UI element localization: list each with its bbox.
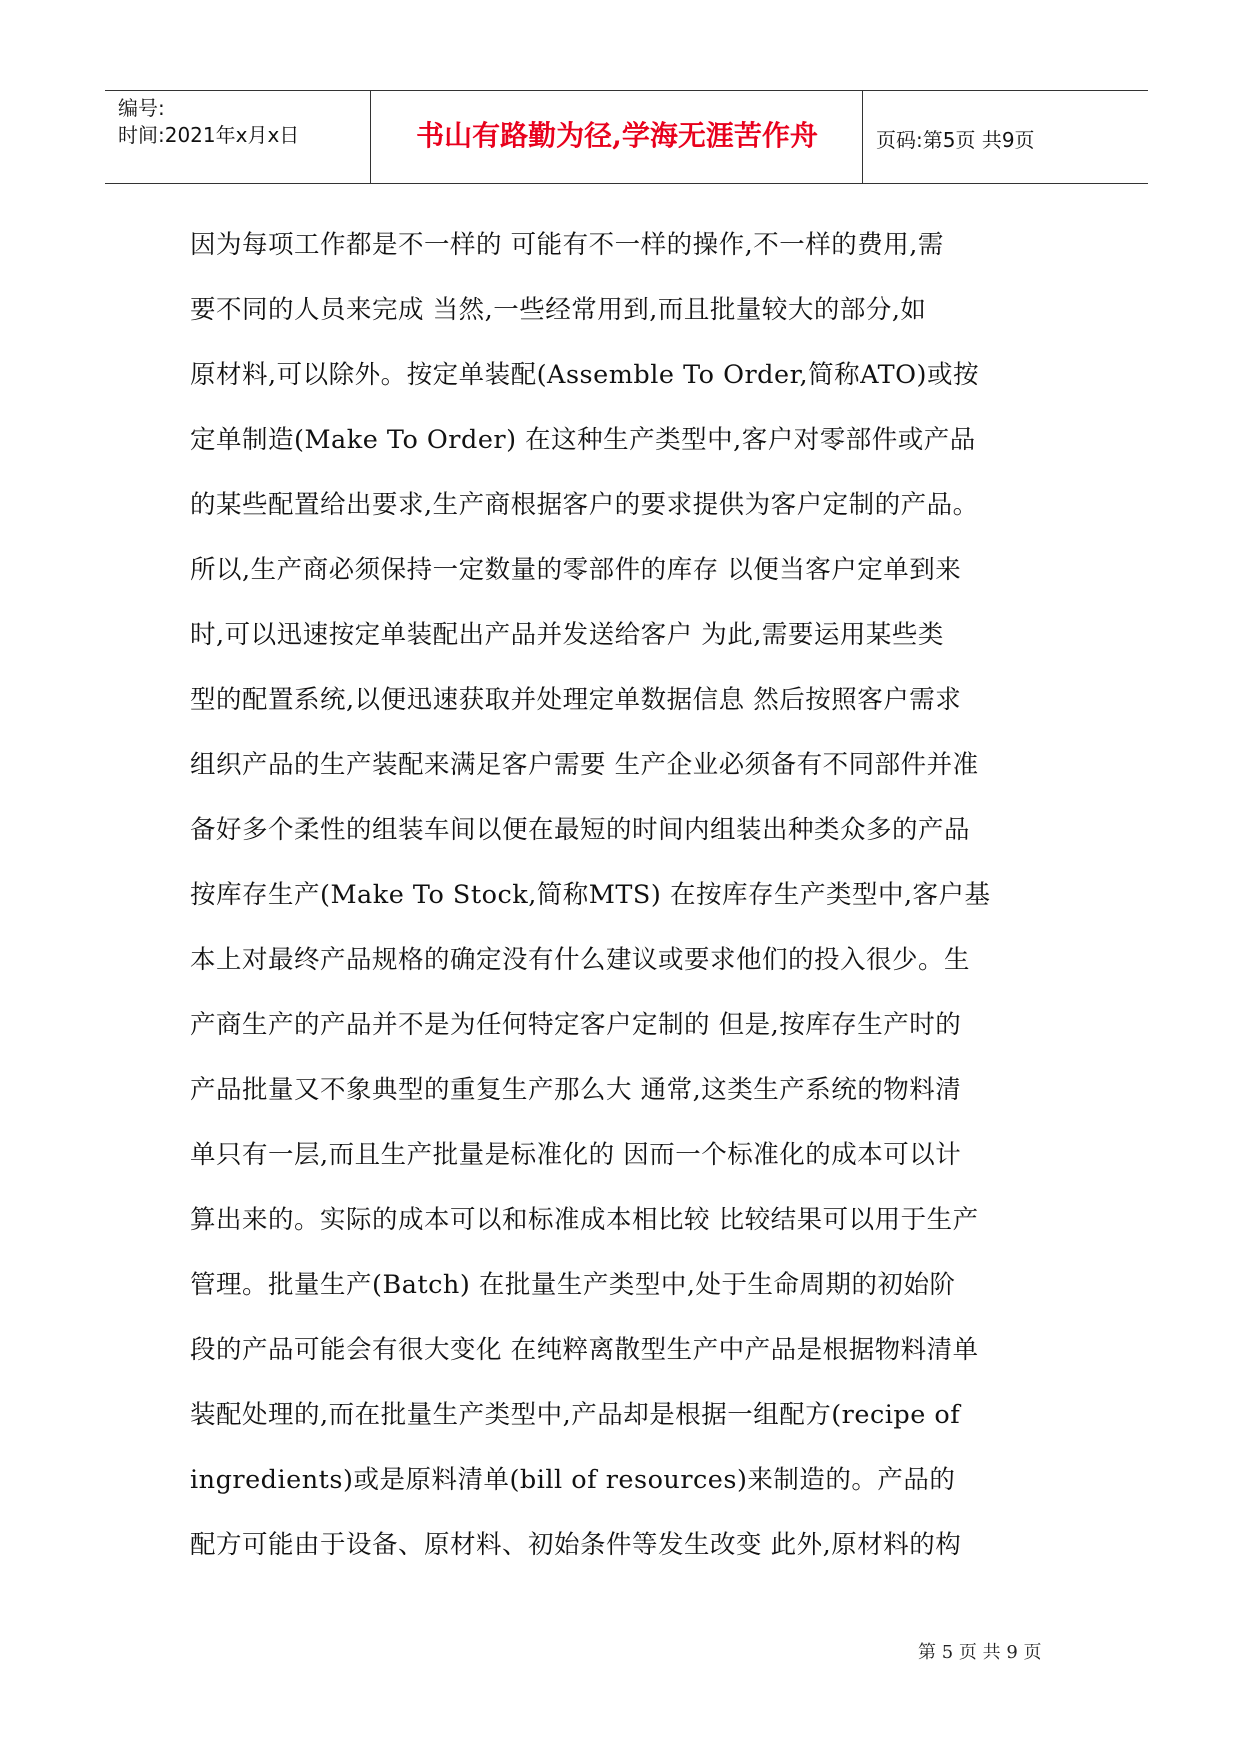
body-line: 配方可能由于设备、原材料、初始条件等发生改变 此外,原材料的构	[190, 1530, 962, 1560]
body-line: 定单制造(Make To Order) 在这种生产类型中,客户对零部件或产品	[190, 425, 976, 455]
body-line: 时,可以迅速按定单装配出产品并发送给客户 为此,需要运用某些类	[190, 620, 944, 650]
body-line: 因为每项工作都是不一样的 可能有不一样的操作,不一样的费用,需	[190, 230, 944, 260]
body-line: 所以,生产商必须保持一定数量的零部件的库存 以便当客户定单到来	[190, 555, 962, 585]
body-line: 的某些配置给出要求,生产商根据客户的要求提供为客户定制的产品。	[190, 490, 979, 520]
document-time-label: 时间:2021年x月x日	[118, 123, 300, 147]
body-line: 装配处理的,而在批量生产类型中,产品却是根据一组配方(recipe of	[190, 1400, 961, 1430]
body-line: 产品批量又不象典型的重复生产那么大 通常,这类生产系统的物料清	[190, 1075, 962, 1105]
body-line: ingredients)或是原料清单(bill of resources)来制造的。产品的	[190, 1465, 956, 1495]
header-motto: 书山有路勤为径,学海无涯苦作舟	[416, 119, 818, 152]
body-line: 备好多个柔性的组装车间以便在最短的时间内组装出种类众多的产品	[190, 815, 971, 845]
header-top-rule	[105, 90, 1148, 91]
body-text	[190, 225, 1090, 1590]
body-line: 单只有一层,而且生产批量是标准化的 因而一个标准化的成本可以计	[190, 1140, 962, 1170]
footer-page-number: 第 5 页 共 9 页	[918, 1642, 1042, 1663]
header-divider-right	[862, 90, 863, 183]
body-line: 本上对最终产品规格的确定没有什么建议或要求他们的投入很少。生	[190, 945, 971, 975]
header-divider-left	[370, 90, 371, 183]
document-number-label: 编号:	[118, 96, 165, 120]
body-line: 原材料,可以除外。按定单装配(Assemble To Order,简称ATO)或按	[190, 360, 979, 390]
body-line: 组织产品的生产装配来满足客户需要 生产企业必须备有不同部件并准	[190, 750, 979, 780]
body-line: 要不同的人员来完成 当然,一些经常用到,而且批量较大的部分,如	[190, 295, 927, 325]
body-line: 产商生产的产品并不是为任何特定客户定制的 但是,按库存生产时的	[190, 1010, 962, 1040]
body-line: 型的配置系统,以便迅速获取并处理定单数据信息 然后按照客户需求	[190, 685, 962, 715]
body-line: 段的产品可能会有很大变化 在纯粹离散型生产中产品是根据物料清单	[190, 1335, 979, 1365]
body-line: 管理。批量生产(Batch) 在批量生产类型中,处于生命周期的初始阶	[190, 1270, 956, 1300]
body-line: 算出来的。实际的成本可以和标准成本相比较 比较结果可以用于生产	[190, 1205, 979, 1235]
body-line: 按库存生产(Make To Stock,简称MTS) 在按库存生产类型中,客户基	[190, 880, 991, 910]
header-bottom-rule	[105, 183, 1148, 184]
header-page-number: 页码:第5页 共9页	[876, 128, 1035, 152]
